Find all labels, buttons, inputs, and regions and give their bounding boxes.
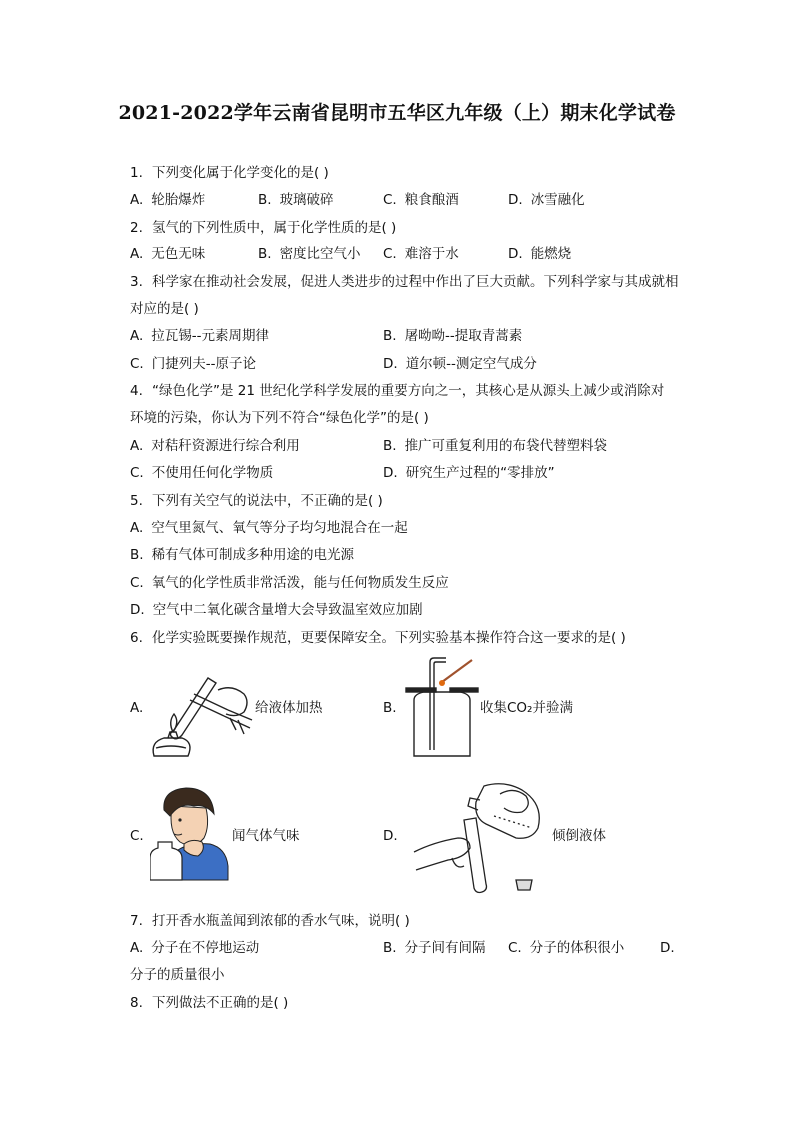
option-c: C. 氧气的化学性质非常活泼，能与任何物质发生反应: [130, 575, 449, 591]
option-a: A. 轮胎爆炸: [130, 192, 206, 208]
option-b: B. 玻璃破碎: [258, 192, 334, 208]
option-a: A. 空气里氮气、氧气等分子均匀地混合在一起: [130, 520, 408, 536]
question-number: 3.: [130, 274, 143, 290]
question-stem: 化学实验既要操作规范，更要保障安全。下列实验基本操作符合这一要求的是( ): [152, 630, 626, 646]
smell-gas-figure: [150, 786, 230, 882]
question-7: [130, 911, 410, 931]
question-stem: 打开香水瓶盖闻到浓郁的香水气味，说明( ): [152, 913, 410, 929]
option-a: A. 无色无味: [130, 246, 206, 262]
option-b-letter: B.: [383, 700, 397, 716]
option-d: D. 冰雪融化: [508, 192, 585, 208]
option-a-letter: A.: [130, 700, 144, 716]
option-d: D. 空气中二氧化碳含量增大会导致温室效应加剧: [130, 602, 423, 618]
option-d: D.: [660, 940, 675, 956]
question-number: 5.: [130, 493, 143, 509]
option-d: D. 研究生产过程的“零排放”: [383, 465, 555, 481]
question-3-cont: 对应的是( ): [130, 301, 199, 317]
option-b: B. 屠呦呦--提取青蒿素: [383, 328, 523, 344]
question-number: 7.: [130, 913, 143, 929]
option-a: A. 对秸秆资源进行综合利用: [130, 438, 300, 454]
option-b: B. 分子间有间隔: [383, 940, 486, 956]
question-stem: 下列变化属于化学变化的是( ): [152, 165, 329, 181]
option-d-letter: D.: [383, 828, 398, 844]
question-stem: “绿色化学”是 21 世纪化学科学发展的重要方向之一，其核心是从源头上减少或消除对: [152, 383, 665, 399]
option-b-label: 收集CO₂并验满: [480, 700, 573, 716]
option-c: C. 门捷列夫--原子论: [130, 356, 256, 372]
option-c-letter: C.: [130, 828, 144, 844]
question-4: [130, 381, 664, 401]
option-b: B. 推广可重复利用的布袋代替塑料袋: [383, 438, 608, 454]
option-a: A. 拉瓦锡--元素周期律: [130, 328, 270, 344]
question-stem: 氢气的下列性质中，属于化学性质的是( ): [152, 220, 397, 236]
question-2: [130, 218, 396, 238]
pour-liquid-figure: [404, 776, 552, 896]
option-c-label: 闻气体气味: [232, 828, 300, 844]
option-b: B. 稀有气体可制成多种用途的电光源: [130, 547, 355, 563]
page-title: 2021-2022学年云南省昆明市五华区九年级（上）期末化学试卷: [118, 102, 676, 124]
question-3: [130, 272, 679, 292]
question-number: 1.: [130, 165, 143, 181]
question-5: [130, 491, 383, 511]
question-stem: 科学家在推动社会发展，促进人类进步的过程中作出了巨大贡献。下列科学家与其成就相: [152, 274, 679, 290]
question-stem: 下列有关空气的说法中，不正确的是( ): [152, 493, 383, 509]
question-number: 2.: [130, 220, 143, 236]
option-c: C. 难溶于水: [383, 246, 459, 262]
option-a: A. 分子在不停地运动: [130, 940, 260, 956]
option-a-label: 给液体加热: [255, 700, 323, 716]
question-number: 4.: [130, 383, 143, 399]
option-d-label: 倾倒液体: [552, 828, 606, 844]
option-b: B. 密度比空气小: [258, 246, 361, 262]
question-number: 8.: [130, 995, 143, 1011]
option-c: C. 分子的体积很小: [508, 940, 625, 956]
question-6: [130, 628, 626, 648]
question-1: [130, 163, 329, 183]
question-stem: 下列做法不正确的是( ): [152, 995, 289, 1011]
option-d-text: 分子的质量很小: [130, 967, 225, 983]
option-c: C. 不使用任何化学物质: [130, 465, 274, 481]
option-c: C. 粮食酿酒: [383, 192, 459, 208]
collect-co2-figure: [402, 656, 484, 760]
option-d: D. 能燃烧: [508, 246, 572, 262]
question-4-cont: 环境的污染，你认为下列不符合“绿色化学”的是( ): [130, 410, 429, 426]
option-d: D. 道尔顿--测定空气成分: [383, 356, 537, 372]
question-8: [130, 993, 288, 1013]
heating-liquid-figure: [146, 660, 256, 760]
question-number: 6.: [130, 630, 143, 646]
